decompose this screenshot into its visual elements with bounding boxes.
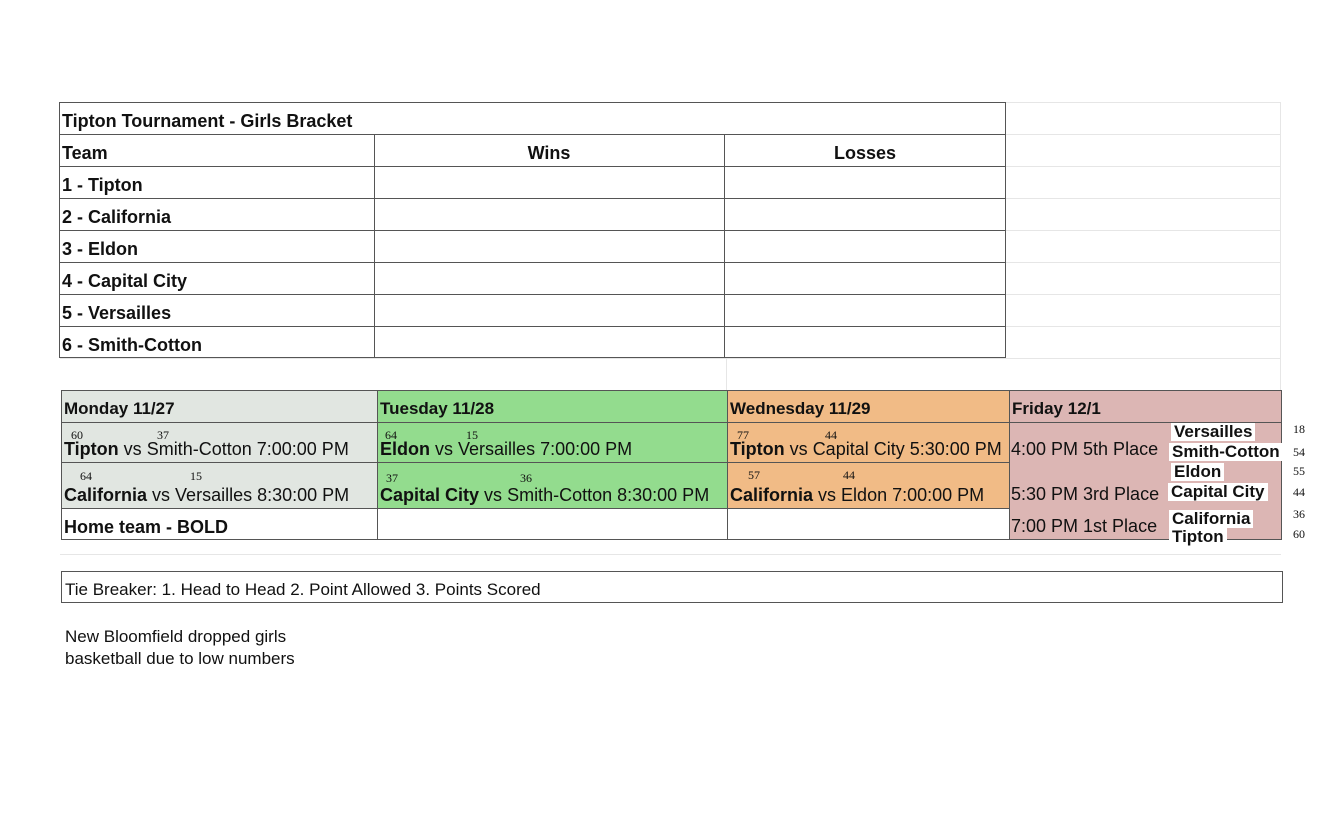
team-row: 5 - Versailles bbox=[62, 303, 172, 323]
vs-text: vs bbox=[123, 439, 142, 459]
away-score: 15 bbox=[466, 428, 478, 442]
away-team: Versailles bbox=[458, 439, 536, 459]
day-header-monday: Monday 11/27 bbox=[64, 399, 175, 418]
game-line bbox=[64, 439, 349, 460]
home-team: California bbox=[64, 485, 148, 505]
game-time: 8:30:00 PM bbox=[257, 485, 350, 505]
placement-team: Eldon bbox=[1171, 463, 1224, 481]
vs-text: vs bbox=[435, 439, 454, 459]
vs-text: vs bbox=[789, 439, 808, 459]
placement-game-label: 7:00 PM 1st Place bbox=[1011, 516, 1158, 536]
home-team: Tipton bbox=[730, 439, 785, 459]
vs-text: vs bbox=[484, 485, 503, 505]
placement-team: Versailles bbox=[1171, 423, 1255, 441]
home-team: Capital City bbox=[380, 485, 480, 505]
team-row: 1 - Tipton bbox=[62, 175, 143, 195]
placement-team: Capital City bbox=[1168, 483, 1268, 501]
day-header-wednesday: Wednesday 11/29 bbox=[730, 399, 871, 418]
game-line bbox=[380, 485, 709, 506]
away-score: 37 bbox=[157, 428, 169, 442]
home-score: 57 bbox=[748, 468, 760, 482]
placement-team: Tipton bbox=[1169, 528, 1227, 546]
away-score: 36 bbox=[520, 471, 532, 485]
team-row: 6 - Smith-Cotton bbox=[62, 335, 202, 355]
away-score: 44 bbox=[843, 468, 855, 482]
away-score: 15 bbox=[190, 469, 202, 483]
home-score: 64 bbox=[80, 469, 92, 483]
home-team: California bbox=[730, 485, 814, 505]
team-column-header: Team bbox=[62, 143, 108, 163]
note-line-1: New Bloomfield dropped girls bbox=[65, 627, 287, 646]
away-team: Versailles bbox=[175, 485, 253, 505]
game-time: 7:00:00 PM bbox=[540, 439, 633, 459]
away-team: Eldon bbox=[841, 485, 888, 505]
game-time: 7:00:00 PM bbox=[256, 439, 349, 459]
vs-text: vs bbox=[818, 485, 837, 505]
away-team: Smith-Cotton bbox=[507, 485, 613, 505]
day-header-friday: Friday 12/1 bbox=[1012, 399, 1101, 418]
standings-title: Tipton Tournament - Girls Bracket bbox=[62, 111, 353, 131]
home-score: 37 bbox=[386, 471, 398, 485]
away-score: 44 bbox=[825, 428, 837, 442]
placement-team: California bbox=[1169, 510, 1253, 528]
placement-game-label: 5:30 PM 3rd Place bbox=[1011, 484, 1160, 504]
placement-score: 18 bbox=[1293, 422, 1305, 436]
game-line bbox=[380, 439, 632, 460]
vs-text: vs bbox=[152, 485, 171, 505]
note-line-2: basketball due to low numbers bbox=[65, 649, 295, 668]
game-time: 8:30:00 PM bbox=[617, 485, 710, 505]
team-row: 2 - California bbox=[62, 207, 172, 227]
home-score: 77 bbox=[737, 428, 749, 442]
home-team: Tipton bbox=[64, 439, 119, 459]
game-line bbox=[730, 485, 984, 506]
day-header-tuesday: Tuesday 11/28 bbox=[380, 399, 495, 418]
tiebreaker-text: Tie Breaker: 1. Head to Head 2. Point Allowed 3. Points Scored bbox=[65, 580, 541, 599]
placement-score: 54 bbox=[1293, 445, 1305, 459]
away-team: Smith-Cotton bbox=[146, 439, 252, 459]
game-time: 7:00:00 PM bbox=[892, 485, 985, 505]
placement-score: 36 bbox=[1293, 507, 1305, 521]
team-row: 4 - Capital City bbox=[62, 271, 188, 291]
wins-column-header: Wins bbox=[527, 143, 571, 163]
placement-team: Smith-Cotton bbox=[1169, 443, 1283, 461]
home-team-note: Home team - BOLD bbox=[64, 517, 229, 537]
home-score: 64 bbox=[385, 428, 397, 442]
home-score: 60 bbox=[71, 428, 83, 442]
placement-score: 55 bbox=[1293, 464, 1305, 478]
placement-score: 60 bbox=[1293, 527, 1305, 541]
placement-game-label: 4:00 PM 5th Place bbox=[1011, 439, 1159, 459]
placement-score: 44 bbox=[1293, 485, 1305, 499]
losses-column-header: Losses bbox=[833, 143, 897, 163]
game-line bbox=[730, 439, 1002, 460]
game-line bbox=[64, 485, 349, 506]
game-time: 5:30:00 PM bbox=[909, 439, 1002, 459]
team-row: 3 - Eldon bbox=[62, 239, 138, 259]
home-team: Eldon bbox=[380, 439, 430, 459]
tiebreaker-box bbox=[61, 571, 1283, 603]
away-team: Capital City bbox=[812, 439, 905, 459]
